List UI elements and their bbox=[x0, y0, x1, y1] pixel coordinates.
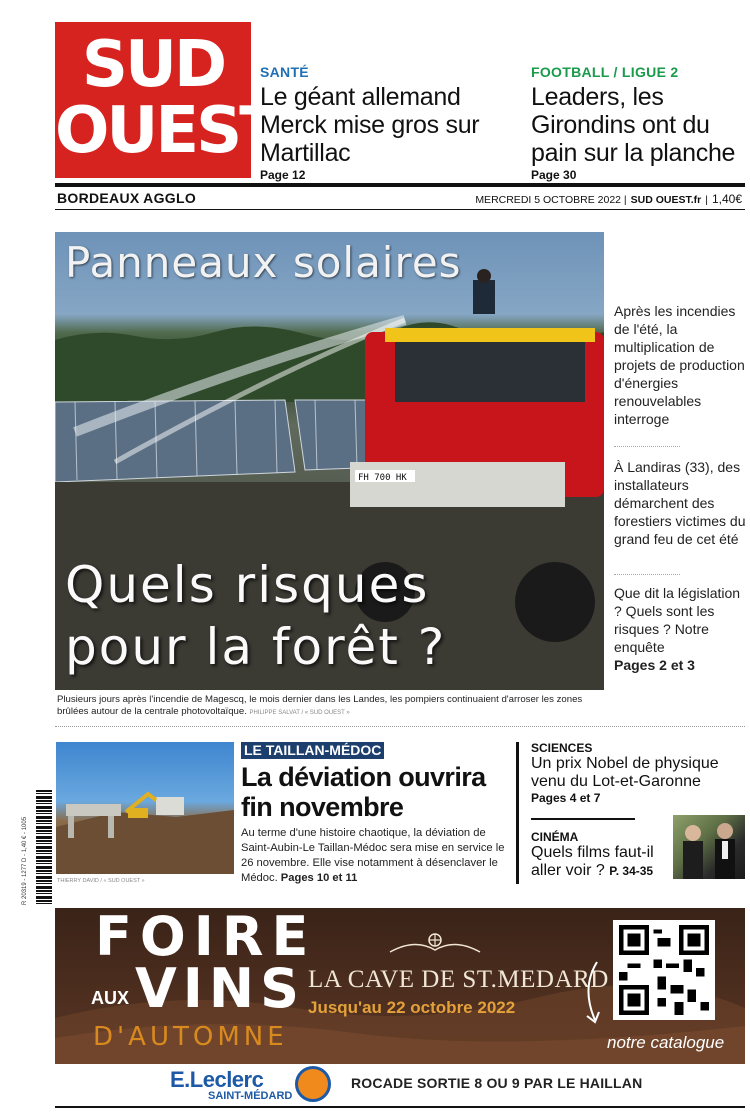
ad-vins: VINS bbox=[135, 957, 305, 1020]
teaser-headline: Le géant allemand Merck mise gros sur Martillac bbox=[260, 83, 480, 167]
wine-fair-ad[interactable] bbox=[55, 908, 745, 1064]
brief-pages: P. 34-35 bbox=[609, 864, 654, 878]
sidebar-divider bbox=[614, 574, 680, 575]
teaser-page: Page 30 bbox=[531, 168, 577, 182]
hero-title bbox=[65, 554, 446, 678]
plate-text: FH 700 HK bbox=[358, 473, 407, 483]
caption-text: Plusieurs jours après l'incendie de Magescq, le mois dernier dans les Landes, les pompiers continuaient d'arroser les zones brûlées autour de la centrale photovoltaïque. bbox=[57, 694, 583, 717]
sidebar-item[interactable] bbox=[614, 458, 746, 548]
road-illustration bbox=[56, 742, 234, 874]
sidebar-pages: Pages 2 et 3 bbox=[614, 657, 695, 673]
story-text: Au terme d'une histoire chaotique, la déviation de Saint-Aubin-Le Taillan-Médoc sera mise en service le 26 novembre. Elle vise notamment à désenclaver le Médoc. bbox=[241, 827, 505, 884]
hero-kicker: Panneaux solaires bbox=[65, 238, 462, 287]
teaser-headline: Leaders, les Girondins ont du pain sur la planche bbox=[531, 83, 736, 167]
hero-title-line-2: pour la forêt ? bbox=[65, 618, 447, 676]
dateline bbox=[475, 192, 742, 206]
sidebar-text: Après les incendies de l'été, la multiplication de projets de production d'énergies renouvelables interroge bbox=[614, 303, 745, 427]
caption-credit: PHILIPPE SALVAT / « SUD OUEST » bbox=[249, 710, 350, 716]
qr-code[interactable] bbox=[613, 920, 715, 1020]
sidebar-item[interactable] bbox=[614, 302, 746, 428]
ad-cave-name: LA CAVE DE ST.MEDARD bbox=[308, 966, 609, 993]
story-pages: Pages 10 et 11 bbox=[280, 872, 358, 884]
price: 1,40€ bbox=[711, 192, 742, 206]
ad-dates: Jusqu'au 22 octobre 2022 bbox=[308, 998, 516, 1017]
ad-catalogue: notre catalogue bbox=[607, 1033, 725, 1052]
road-photo[interactable] bbox=[56, 742, 234, 874]
story-tag[interactable]: LE TAILLAN-MÉDOC bbox=[241, 742, 384, 759]
date-text: MERCREDI 5 OCTOBRE 2022 | bbox=[475, 194, 627, 206]
ornament-icon bbox=[385, 930, 485, 960]
ad-footer[interactable] bbox=[55, 1064, 745, 1106]
curved-arrow-icon bbox=[575, 958, 605, 1028]
site-link[interactable]: SUD OUEST.fr bbox=[630, 194, 702, 206]
hero-photo[interactable] bbox=[55, 232, 604, 690]
leclerc-brand: E.Leclerc bbox=[170, 1067, 264, 1092]
column-divider bbox=[516, 742, 519, 884]
section-divider bbox=[55, 726, 745, 727]
teaser-kicker: FOOTBALL / LIGUE 2 bbox=[531, 64, 679, 80]
brief-kicker: SCIENCES bbox=[531, 741, 593, 755]
sidebar-text: À Landiras (33), des installateurs démarchent des forestiers victimes du grand feu de cet été bbox=[614, 459, 746, 547]
barcode bbox=[36, 790, 52, 906]
ad-automne: D'AUTOMNE bbox=[93, 1022, 288, 1052]
brief-text: Un prix Nobel de physique venu du Lot-et-Garonne bbox=[531, 755, 719, 790]
masthead-line-1: SUD bbox=[81, 28, 225, 102]
story-body bbox=[241, 826, 506, 886]
road-photo-credit: THIERRY DAVID / « SUD OUEST » bbox=[57, 878, 145, 884]
leclerc-logo-icon bbox=[295, 1066, 331, 1102]
ad-foire: FOIRE bbox=[95, 908, 317, 968]
teaser-kicker: SANTÉ bbox=[260, 64, 309, 80]
masthead-line-2: OUEST bbox=[55, 94, 280, 168]
dateline-rule bbox=[55, 209, 745, 210]
sidebar-divider bbox=[614, 446, 680, 447]
hero-title-line-1: Quels risques bbox=[65, 556, 430, 614]
sidebar-item[interactable] bbox=[614, 584, 746, 674]
edition-label: BORDEAUX AGGLO bbox=[57, 190, 197, 206]
cinema-illustration bbox=[673, 815, 745, 879]
story-title[interactable]: La déviation ouvrira fin novembre bbox=[241, 762, 486, 822]
leclerc-store: SAINT-MÉDARD bbox=[208, 1090, 293, 1102]
brief-text bbox=[531, 844, 671, 880]
header-rule bbox=[55, 183, 745, 187]
ad-address: ROCADE SORTIE 8 OU 9 PAR LE HAILLAN bbox=[351, 1075, 643, 1091]
cinema-photo[interactable] bbox=[673, 815, 745, 879]
teaser-sante[interactable] bbox=[260, 64, 510, 182]
brief-text-body: Quels films faut-il aller voir ? bbox=[531, 844, 654, 879]
brief-kicker: CINÉMA bbox=[531, 830, 579, 844]
page-bottom-rule bbox=[55, 1106, 745, 1108]
qr-code-icon bbox=[618, 925, 710, 1015]
brief-pages: Pages 4 et 7 bbox=[531, 791, 601, 805]
brief-sciences[interactable] bbox=[531, 741, 741, 805]
ad-aux: AUX bbox=[91, 988, 130, 1008]
sidebar-text: Que dit la législation ? Quels sont les risques ? Notre enquête bbox=[614, 585, 741, 655]
brief-divider bbox=[531, 818, 635, 820]
brief-cinema[interactable] bbox=[531, 830, 671, 880]
barcode-number: R 20319 - 1277 D - 1,40 € - 1005 bbox=[22, 816, 28, 905]
dateline-separator: | bbox=[705, 194, 708, 206]
teaser-football[interactable] bbox=[531, 64, 741, 182]
masthead-logo[interactable] bbox=[55, 22, 280, 178]
teaser-page: Page 12 bbox=[260, 168, 306, 182]
hero-caption bbox=[57, 694, 605, 719]
